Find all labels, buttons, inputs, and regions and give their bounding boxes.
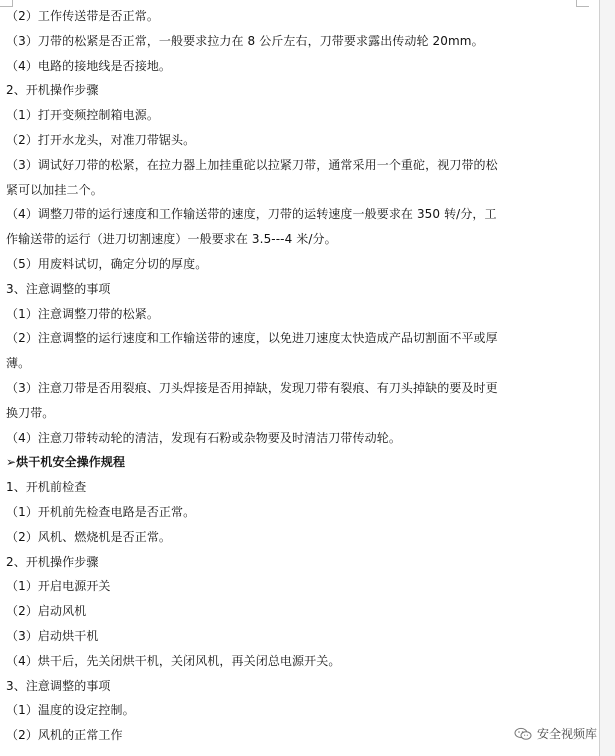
text-line: （1）开启电源开关 bbox=[6, 579, 111, 594]
text-line: （2）工作传送带是否正常。 bbox=[6, 9, 159, 23]
text-line: 薄。 bbox=[6, 356, 31, 371]
wechat-icon bbox=[514, 727, 532, 741]
text-line: 紧可以加挂二个。 bbox=[6, 182, 103, 197]
text-line: （3）刀带的松紧是否正常，一般要求拉力在 8 公斤左右，刀带要求露出传动轮 20mm。 bbox=[6, 33, 484, 48]
section-heading: ➢烘干机安全操作规程 bbox=[6, 455, 126, 470]
page-gutter bbox=[600, 0, 615, 756]
text-line: （2）启动风机 bbox=[6, 604, 87, 619]
text-line: 3、注意调整的事项 bbox=[6, 281, 111, 296]
text-line: （4）烘干后，先关闭烘干机，关闭风机，再关闭总电源开关。 bbox=[6, 653, 341, 668]
text-line: （3）调试好刀带的松紧，在拉力器上加挂重砣以拉紧刀带，通常采用一个重砣，视刀带的松 bbox=[6, 157, 498, 172]
text-line: （1）注意调整刀带的松紧。 bbox=[6, 306, 159, 321]
text-line: 2、开机操作步骤 bbox=[6, 83, 99, 98]
text-line: （1）开机前先检查电路是否正常。 bbox=[6, 504, 196, 519]
margin-corner-mark bbox=[576, 0, 589, 7]
text-line: （4）调整刀带的运行速度和工作输送带的速度，刀带的运转速度一般要求在 350 转/分，工 bbox=[6, 207, 497, 222]
text-line: （2）风机的正常工作 bbox=[6, 728, 123, 743]
text-line: （1）打开变频控制箱电源。 bbox=[6, 108, 159, 123]
text-line: （1）温度的设定控制。 bbox=[6, 703, 135, 718]
watermark bbox=[514, 725, 597, 742]
text-line: 作输送带的运行（进刀切割速度）一般要求在 3.5---4 米/分。 bbox=[6, 232, 337, 247]
text-line: （4）注意刀带转动轮的清洁，发现有石粉或杂物要及时清洁刀带传动轮。 bbox=[6, 430, 401, 445]
watermark-text: 安全视频库 bbox=[536, 727, 597, 741]
text-line: （4）电路的接地线是否接地。 bbox=[6, 58, 172, 73]
document-body bbox=[6, 4, 536, 748]
text-line: （2）打开水龙头，对准刀带锯头。 bbox=[6, 132, 196, 147]
text-line: 3、注意调整的事项 bbox=[6, 678, 111, 693]
text-line: （3）注意刀带是否用裂痕、刀头焊接是否用掉缺，发现刀带有裂痕、有刀头掉缺的要及时更 bbox=[6, 380, 498, 395]
text-line: （5）用废料试切，确定分切的厚度。 bbox=[6, 256, 208, 271]
text-line: （2）风机、燃烧机是否正常。 bbox=[6, 529, 172, 544]
text-line: 2、开机操作步骤 bbox=[6, 554, 99, 569]
text-line: （2）注意调整的运行速度和工作输送带的速度，以免进刀速度太快造成产品切割面不平或厚 bbox=[6, 331, 498, 346]
text-line: 换刀带。 bbox=[6, 405, 55, 420]
text-line: 1、开机前检查 bbox=[6, 480, 87, 495]
text-line: （3）启动烘干机 bbox=[6, 628, 99, 643]
